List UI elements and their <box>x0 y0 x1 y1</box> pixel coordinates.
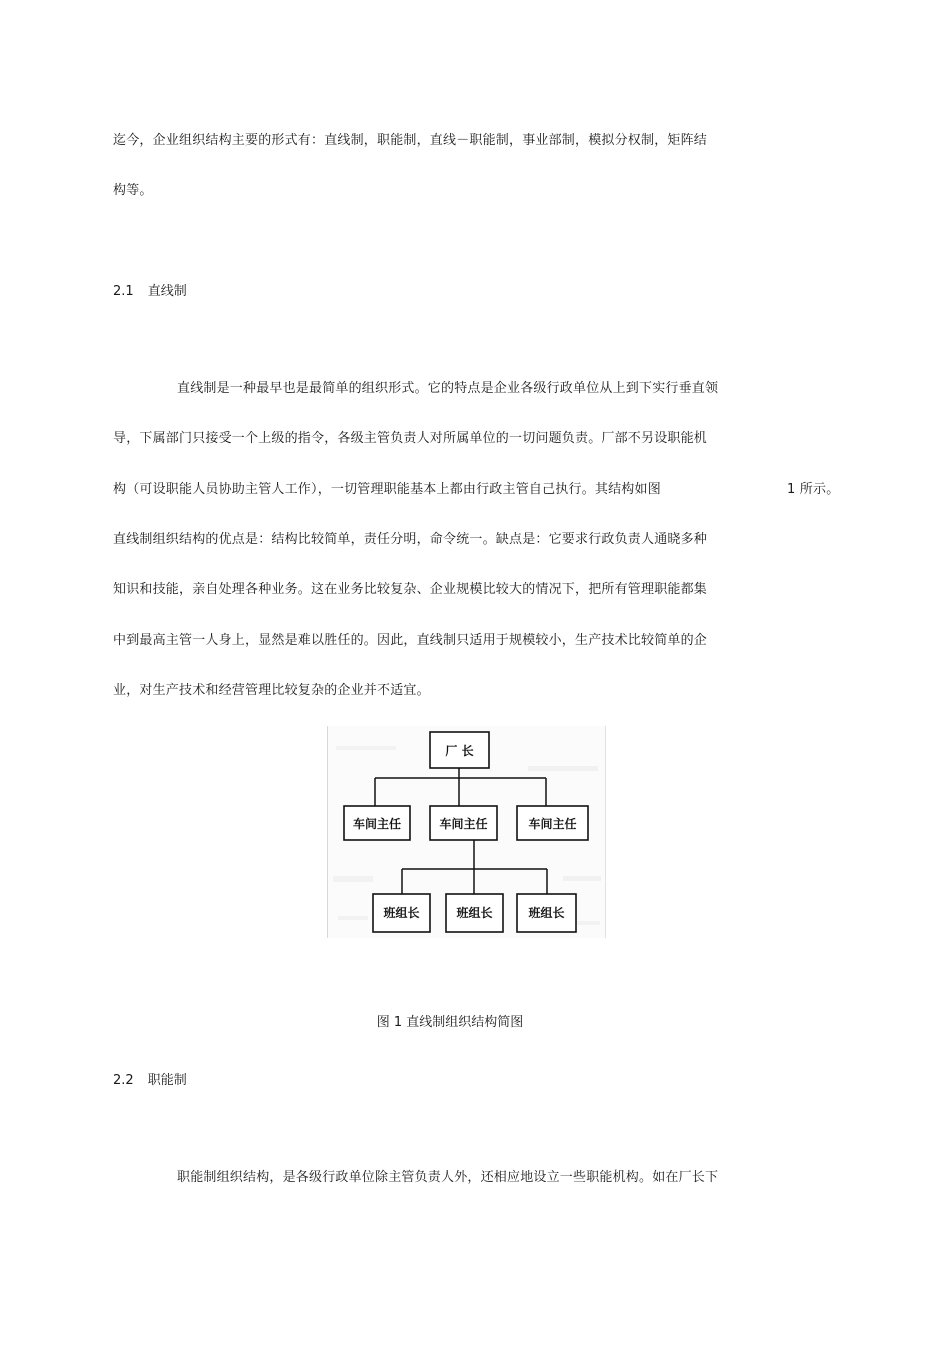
section-heading-2-2 <box>113 1073 187 1089</box>
node-workshop-director-3 <box>517 806 588 840</box>
node-team-leader-3 <box>517 894 576 932</box>
node-team-leader-2 <box>446 894 503 932</box>
org-chart-diagram <box>328 726 605 938</box>
intro-line-2: 构等。 <box>113 183 153 198</box>
node-factory-director <box>430 732 489 768</box>
section-heading-2-1 <box>113 284 187 300</box>
paragraph-line: 直线制组织结构的优点是：结构比较简单，责任分明，命令统一。缺点是：它要求行政负责人通晓多种 <box>113 532 708 547</box>
section-title: 直线制 <box>147 284 187 299</box>
section-number: 2.2 <box>113 1073 134 1088</box>
paragraph-line: 业，对生产技术和经营管理比较复杂的企业并不适宜。 <box>113 683 430 698</box>
node-workshop-director-1 <box>344 806 410 840</box>
node-label: 车间主任 <box>528 817 577 831</box>
section-number: 2.1 <box>113 284 134 299</box>
paragraph-line: 导，下属部门只接受一个上级的指令，各级主管负责人对所属单位的一切问题负责。厂部不另设职能机 <box>113 431 708 446</box>
node-label: 班组长 <box>456 906 493 920</box>
node-workshop-director-2 <box>430 806 497 840</box>
paragraph-line: 构（可设职能人员协助主管人工作），一切管理职能基本上都由行政主管自己执行。其结构如图 <box>113 482 661 497</box>
paragraph-line: 知识和技能，亲自处理各种业务。这在业务比较复杂、企业规模比较大的情况下，把所有管理职能都集 <box>113 582 708 597</box>
org-chart-figure <box>327 726 606 938</box>
section-title: 职能制 <box>147 1073 187 1088</box>
intro-line-1: 迄今，企业组织结构主要的形式有：直线制，职能制，直线－职能制，事业部制，模拟分权制，矩阵结 <box>113 133 708 148</box>
section-2-2-paragraph-line: 职能制组织结构，是各级行政单位除主管负责人外，还相应地设立一些职能机构。如在厂长下 <box>177 1170 719 1185</box>
paragraph-line: 中到最高主管一人身上，显然是难以胜任的。因此，直线制只适用于规模较小，生产技术比较简单的企 <box>113 633 708 648</box>
node-label: 班组长 <box>383 906 420 920</box>
node-label: 班组长 <box>528 906 565 920</box>
paragraph-line: 直线制是一种最早也是最简单的组织形式。它的特点是企业各级行政单位从上到下实行垂直领 <box>177 381 719 396</box>
figure-reference: 1 所示。 <box>787 482 840 497</box>
figure-caption: 图 1 直线制组织结构简图 <box>376 1015 524 1030</box>
node-label-top: 厂 长 <box>445 744 474 758</box>
node-label: 车间主任 <box>439 817 488 831</box>
node-team-leader-1 <box>373 894 430 932</box>
node-label: 车间主任 <box>352 817 402 831</box>
